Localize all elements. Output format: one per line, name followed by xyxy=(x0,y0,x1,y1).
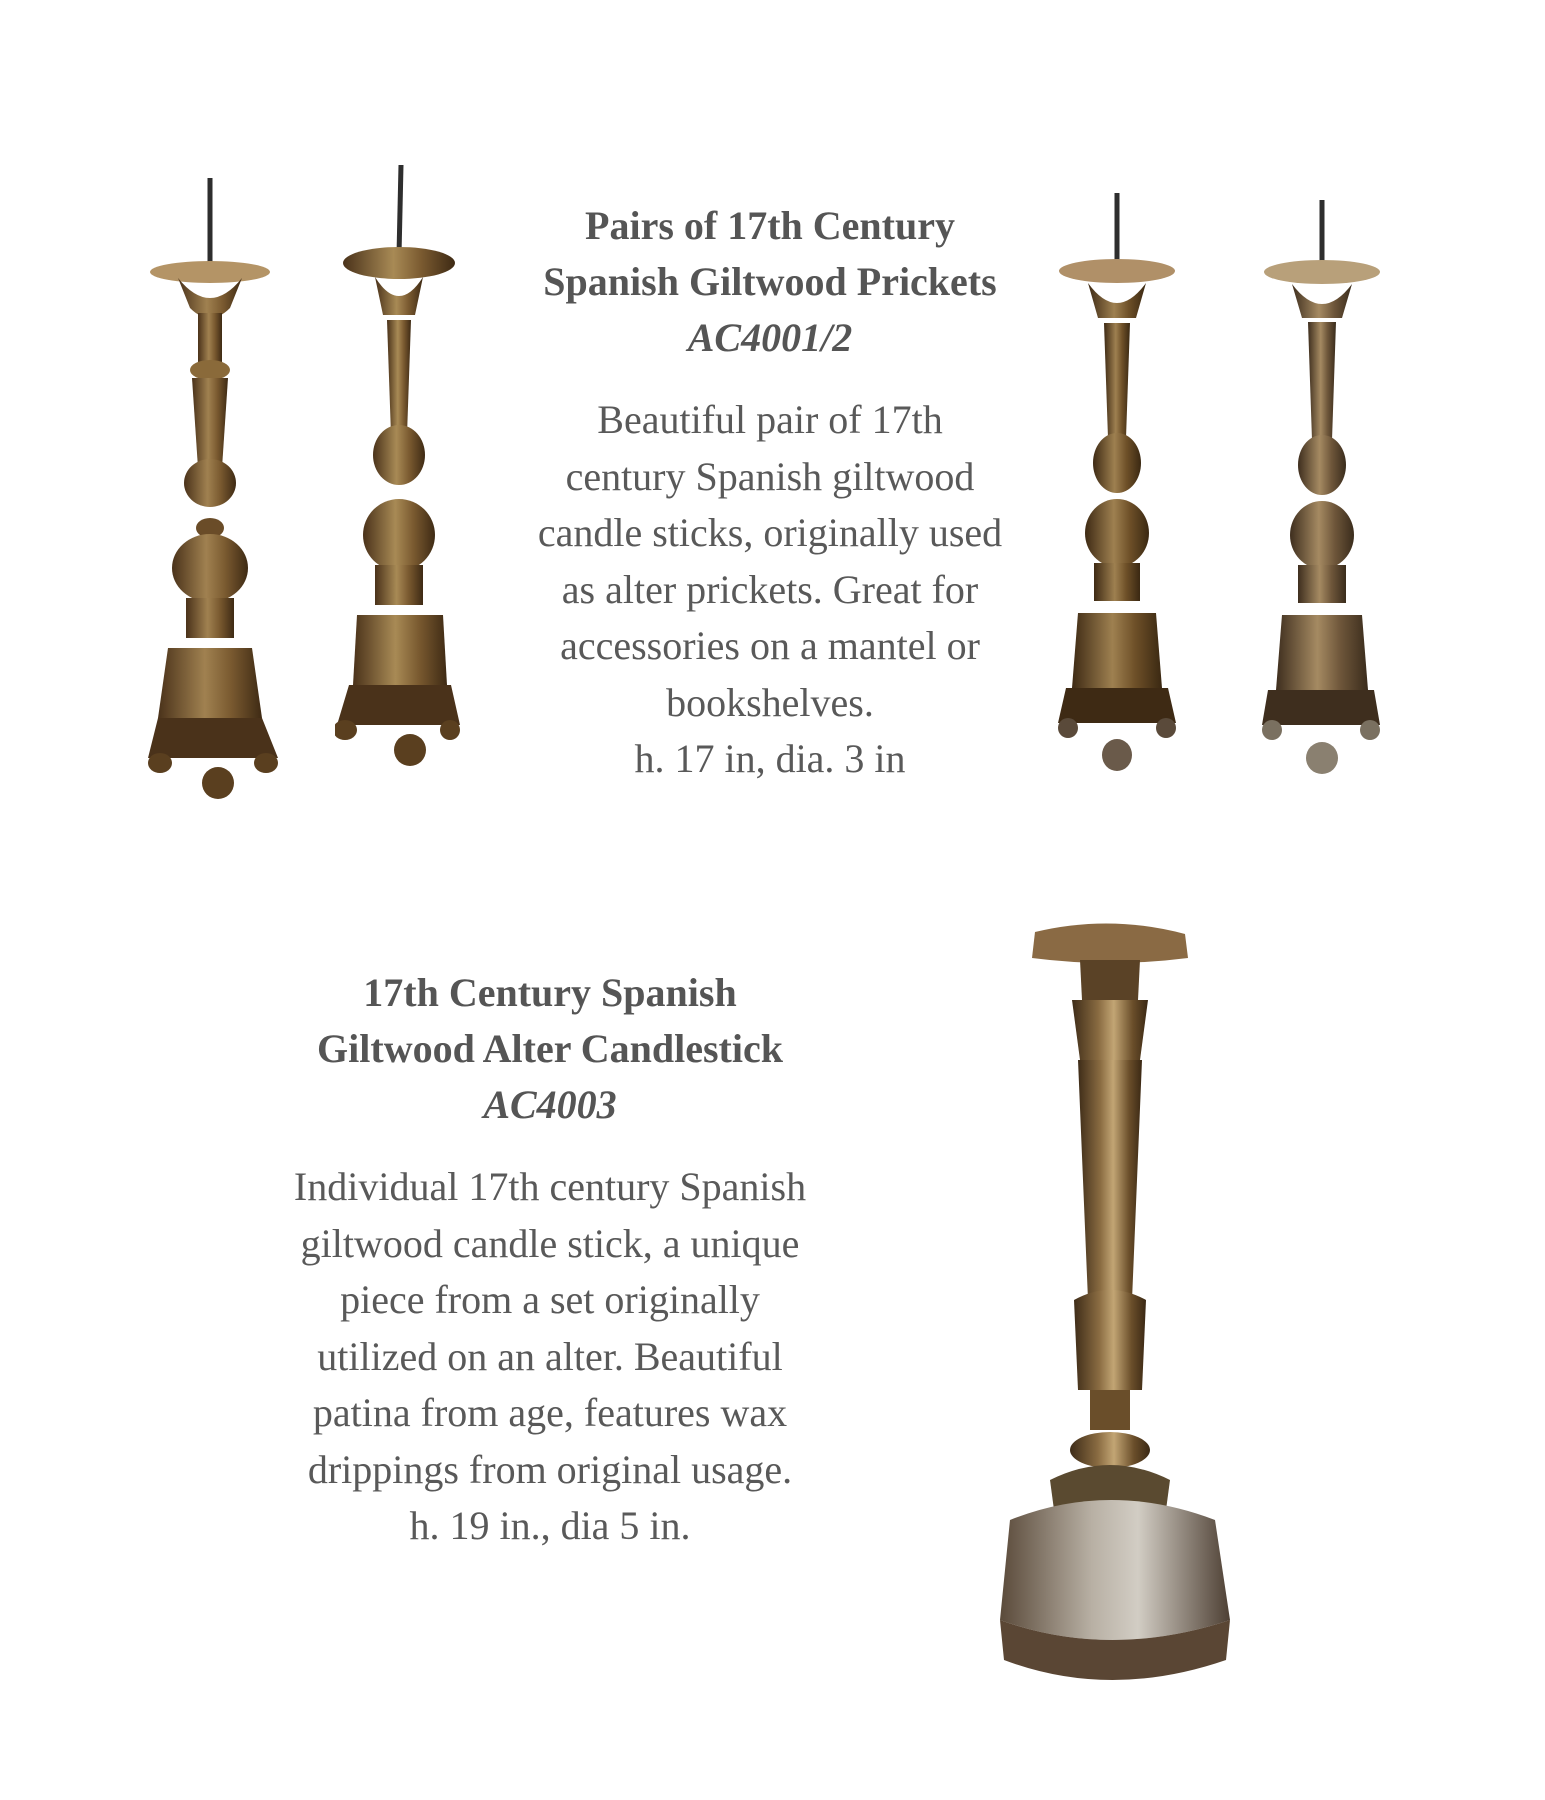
product-title-line-2: Spanish Giltwood Prickets xyxy=(543,259,997,304)
description-line: patina from age, features wax xyxy=(312,1390,788,1435)
product-description xyxy=(520,392,1020,788)
description-line: utilized on an alter. Beautiful xyxy=(317,1333,783,1379)
product-title-line-2: Giltwood Alter Candlestick xyxy=(317,1026,783,1071)
description-line: century Spanish giltwood xyxy=(565,453,975,499)
pricket-image-3 xyxy=(1058,193,1176,783)
description-line: drippings from original usage. xyxy=(307,1446,793,1492)
product-sku: AC4003 xyxy=(483,1082,617,1127)
description-line: Beautiful pair of 17th xyxy=(597,397,943,442)
description-line: bookshelves. xyxy=(666,679,874,725)
pricket-image-1 xyxy=(148,178,278,818)
description-line: accessories on a mantel or xyxy=(560,623,980,668)
pricket-image-2 xyxy=(335,165,460,785)
description-line: Individual 17th century Spanish xyxy=(293,1164,807,1209)
description-line: piece from a set originally xyxy=(340,1277,760,1322)
product-title-line-1: Pairs of 17th Century xyxy=(585,203,955,248)
description-line: candle sticks, originally used xyxy=(537,510,1003,555)
product-dimensions: h. 17 in, dia. 3 in xyxy=(634,736,906,781)
product-sku: AC4001/2 xyxy=(687,315,853,360)
product-ac4003-info xyxy=(270,965,830,1555)
product-ac4001-info xyxy=(520,198,1020,788)
product-dimensions: h. 19 in., dia 5 in. xyxy=(409,1503,691,1548)
product-description xyxy=(270,1159,830,1555)
description-line: as alter prickets. Great for xyxy=(561,566,979,612)
product-title-line-1: 17th Century Spanish xyxy=(363,970,737,1015)
candlestick-image xyxy=(990,920,1240,1690)
description-line: giltwood candle stick, a unique xyxy=(300,1220,800,1266)
pricket-image-4 xyxy=(1262,200,1380,785)
